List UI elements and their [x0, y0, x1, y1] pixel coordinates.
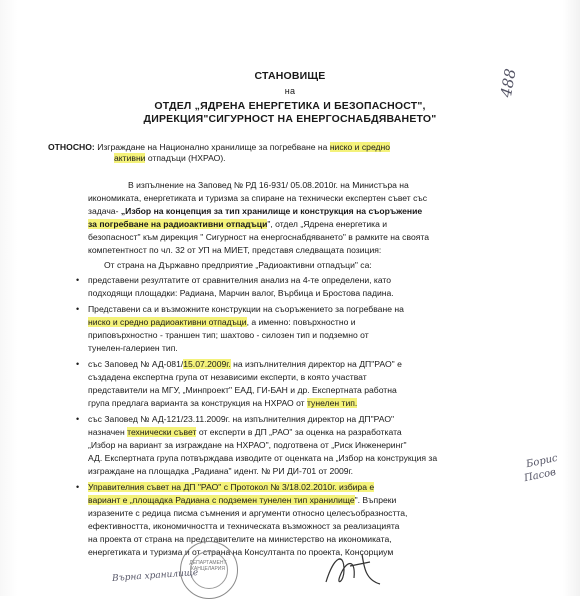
- subject-line: ОТНОСНО: Изграждане на Национално хранилище за погребване на ниско и средно: [48, 142, 391, 152]
- bullet-line: група предлага варианта за конструкция на НХРАО от тунелен тип.: [88, 398, 358, 408]
- paragraph-line: за погребване на радиоактивни отпадъци", отдел „Ядрена енергетика и: [88, 219, 388, 229]
- paragraph-line: От страна на Държавно предприятие „Радиоактивни отпадъци" са:: [104, 260, 372, 270]
- paragraph-line: В изпълнение на Заповед № РД 16-931/ 05.08.2010г. на Министъра на: [128, 180, 409, 190]
- bullet-line: Представени са и възможните конструкции на съоръжението за погребване на: [88, 304, 404, 314]
- document-title: СТАНОВИЩЕ: [254, 70, 326, 82]
- department-name: ОТДЕЛ „ЯДРЕНА ЕНЕРГЕТИКА И БЕЗОПАСНОСТ",: [154, 100, 426, 112]
- bullet-line: със Заповед № АД-121/23.11.2009г. на изпълнителния директор на ДП"РАО": [88, 414, 395, 424]
- margin-number: 488: [496, 67, 520, 99]
- bullet-line: приповърхностно - траншен тип; шахтово - силозен тип и подземно от: [88, 330, 369, 340]
- bullet-line: подходящи площадки: Радиана, Марчин валог, Върбица и Бростова падина.: [88, 288, 394, 298]
- bullet-line: на проекта от страна на представителите на министерство на икономиката,: [88, 534, 392, 544]
- bullet-dot: •: [76, 304, 80, 314]
- paragraph-line: икономиката, енергетиката и туризма за спиране на технически експертен съвет със: [88, 193, 428, 203]
- paragraph-line: безопасност" към дирекция " Сигурност на енергоснабдяването" в рамките на своята: [88, 232, 430, 242]
- bullet-line: „Избор на вариант за изграждане на НХРАО", подготвена от „Риск Инженеринг": [88, 440, 407, 450]
- handwritten-bottom-note: Върна хранилище: [111, 568, 199, 584]
- signature-stroke: [326, 554, 380, 584]
- bullet-line: назначен технически съвет от експерти в ДП „РАО" за оценка на разработката: [88, 427, 402, 437]
- signature: [322, 548, 384, 592]
- bullet-line: Управителния съвет на ДП "РАО" с Протокол № 3/18.02.2010г. избира е: [88, 482, 375, 492]
- bullet-dot: •: [76, 359, 80, 369]
- bullet-line: със Заповед № АД-081/15.07.2009г. на изпълнителния директор на ДП"РАО" е: [88, 359, 402, 369]
- subject-line-2: активни отпадъци (НХРАО).: [114, 153, 226, 163]
- handwritten-side-note: Борис: [525, 452, 559, 471]
- bullet-dot: •: [76, 275, 80, 285]
- bullet-line: представени резултатите от сравнителния анализ на 4-те определени, като: [88, 275, 392, 285]
- directorate-name: ДИРЕКЦИЯ"СИГУРНОСТ НА ЕНЕРГОСНАБДЯВАНЕТО": [143, 113, 437, 125]
- bullet-line: представители на МГУ, „Минпроект" ЕАД, ГИ-БАН и др. Експертната работна: [88, 385, 397, 395]
- bullet-dot: •: [76, 482, 80, 492]
- stamp-text: ДЕПАРТАМЕНТ КАНЦЕЛАРИЯ: [189, 560, 227, 572]
- paragraph-line: компетентност по чл. 32 от УП на МИЕТ, представя следващата позиция:: [88, 245, 382, 255]
- bullet-line: изграждане на площадка „Радиана" идент. № РИ ДИ-701 от 2009г.: [88, 466, 354, 476]
- bullet-line: тунелен-галериен тип.: [88, 343, 178, 353]
- bullet-line: ниско и средно радиоактивни отпадъци, а именно: повърхностно и: [88, 317, 356, 327]
- paragraph-line: задача- „Избор на концепция за тип хранилище и конструкция на съоръжение: [88, 206, 423, 216]
- title-na: на: [284, 86, 296, 96]
- bullet-line: създадена експертна група от независими експерти, в която участват: [88, 372, 367, 382]
- bullet-line: енергетиката и туризма и от страна на Консултанта по проекта, Консорциум: [88, 547, 394, 557]
- bullet-line: вариант е „площадка Радиана с подземен тунелен тип хранилище". Въпреки: [88, 495, 397, 505]
- bullet-line: изразените с редица писма съмнения и аргументи относно целесъобразността,: [88, 508, 408, 518]
- handwritten-side-note: Пасов: [523, 466, 557, 485]
- bullet-line: ефективността, икономичността и техническата възможност за реализацията: [88, 521, 400, 531]
- bullet-dot: •: [76, 414, 80, 424]
- bullet-line: АД. Експертната група потвърждава изводите от оценката на „Избор на конструкция за: [88, 453, 438, 463]
- subject-label: ОТНОСНО:: [48, 142, 95, 152]
